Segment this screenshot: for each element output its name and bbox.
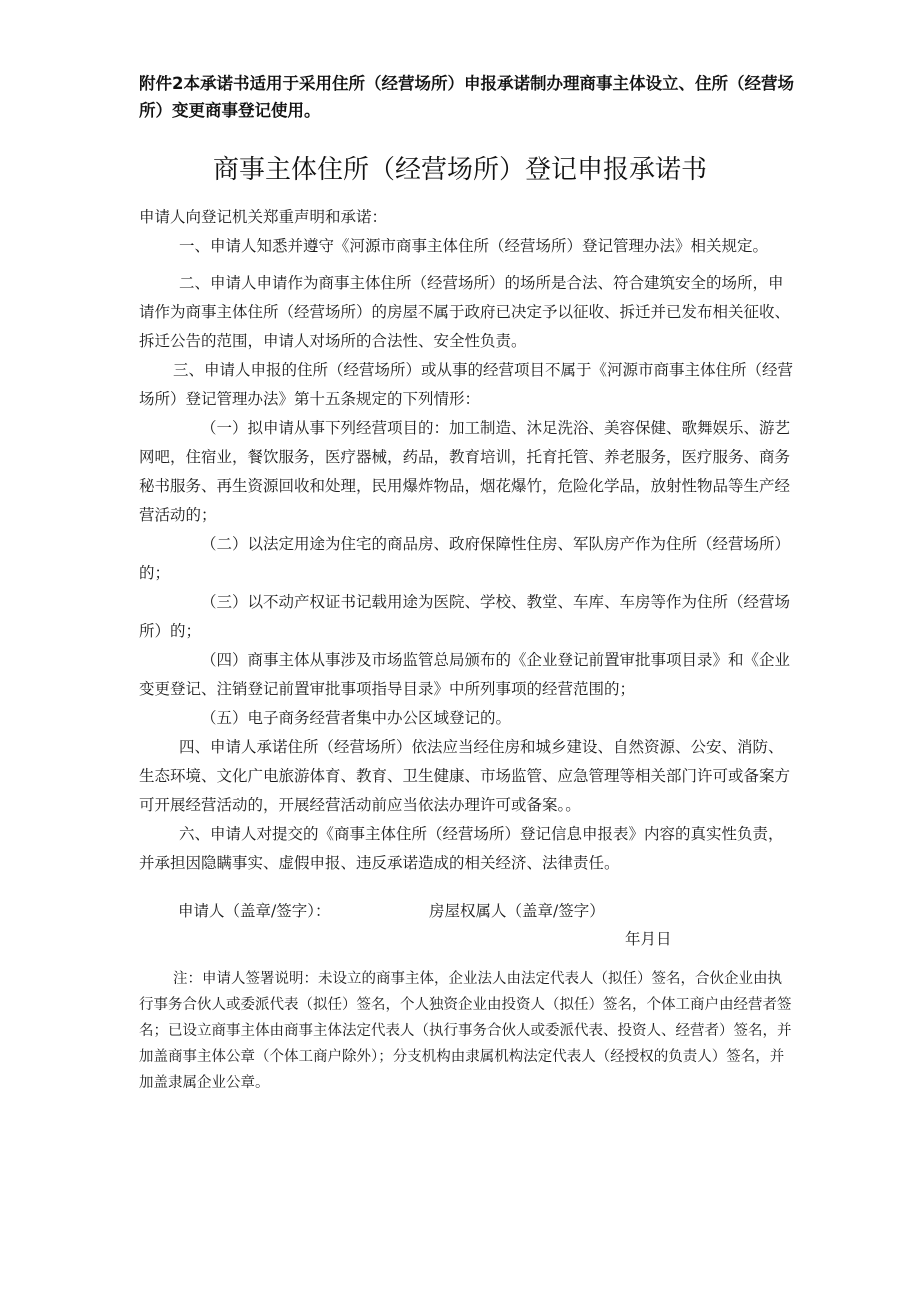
clause-three-item-1: （一）拟申请从事下列经营项目的：加工制造、沐足洗浴、美容保健、歌舞娱乐、游艺网吧，住宿业，餐饮服务，医疗器械，药品，教育培训，托育托管、养老服务，医疗服务、商务秘书服务、再生资源回收和处理，民用爆炸物品，烟花爆竹，危险化学品，放射性物品等生产经营活动的； (139, 419, 791, 524)
clause-three-item-3: （三）以不动产权证书记载用途为医院、学校、教堂、车库、车房等作为住所（经营场所）的； (139, 593, 791, 640)
applicant-signature-label: 申请人（盖章/签字）： (178, 902, 331, 920)
signing-footnote: 注：申请人签署说明：未设立的商事主体，企业法人由法定代表人（拟任）签名，合伙企业由执行事务合伙人或委派代表（拟任）签名，个人独资企业由投资人（拟任）签名，个体工商户由经营者签名；已设立商事主体由商事主体法定代表人（执行事务合伙人或委派代表、投资人、经营者）签名，并加盖商事主体公章（个体工商户除外）；分支机构由隶属机构法定代表人（经授权的负责人）签名，并加盖隶属企业公章。 (139, 971, 792, 1091)
clause-three-item-4: （四）商事主体从事涉及市场监管总局颁布的《企业登记前置审批事项目录》和《企业变更登记、注销登记前置审批事项指导目录》中所列事项的经营范围的； (139, 651, 791, 698)
clause-three: 三、申请人申报的住所（经营场所）或从事的经营项目不属于《河源市商事主体住所（经营场所）登记管理办法》第十五条规定的下列情形： (139, 361, 794, 408)
document-title: 商事主体住所（经营场所）登记申报承诺书 (212, 155, 707, 185)
attachment-note: 附件2本承诺书适用于采用住所（经营场所）申报承诺制办理商事主体设立、住所（经营场所）变更商事登记使用。 (139, 74, 794, 120)
intro-paragraph: 申请人向登记机关郑重声明和承诺： (139, 208, 388, 226)
clause-two: 二、申请人申请作为商事主体住所（经营场所）的场所是合法、符合建筑安全的场所，申请作为商事主体住所（经营场所）的房屋不属于政府已决定予以征收、拆迁并已发布相关征收、拆迁公告的范围，申请人对场所的合法性、安全性负责。 (139, 274, 791, 350)
clause-one: 一、申请人知悉并遵守《河源市商事主体住所（经营场所）登记管理办法》相关规定。 (179, 237, 769, 255)
owner-signature-label: 房屋权属人（盖章/签字） (429, 902, 605, 920)
clause-four: 四、申请人承诺住所（经营场所）依法应当经住房和城乡建设、自然资源、公安、消防、生态环境、文化广电旅游体育、教育、卫生健康、市场监管、应急管理等相关部门许可或备案方可开展经营活动的，开展经营活动前应当依法办理许可或备案。。 (139, 738, 791, 814)
document-body (139, 203, 795, 878)
date-label: 年月日 (625, 930, 672, 948)
clause-three-item-2: （二）以法定用途为住宅的商品房、政府保障性住房、军队房产作为住所（经营场所）的； (139, 535, 791, 582)
clause-six: 六、申请人对提交的《商事主体住所（经营场所）登记信息申报表》内容的真实性负责，并承担因隐瞒事实、虚假申报、违反承诺造成的相关经济、法律责任。 (139, 825, 784, 872)
clause-three-item-5: （五）电子商务经营者集中办公区域登记的。 (201, 709, 512, 727)
